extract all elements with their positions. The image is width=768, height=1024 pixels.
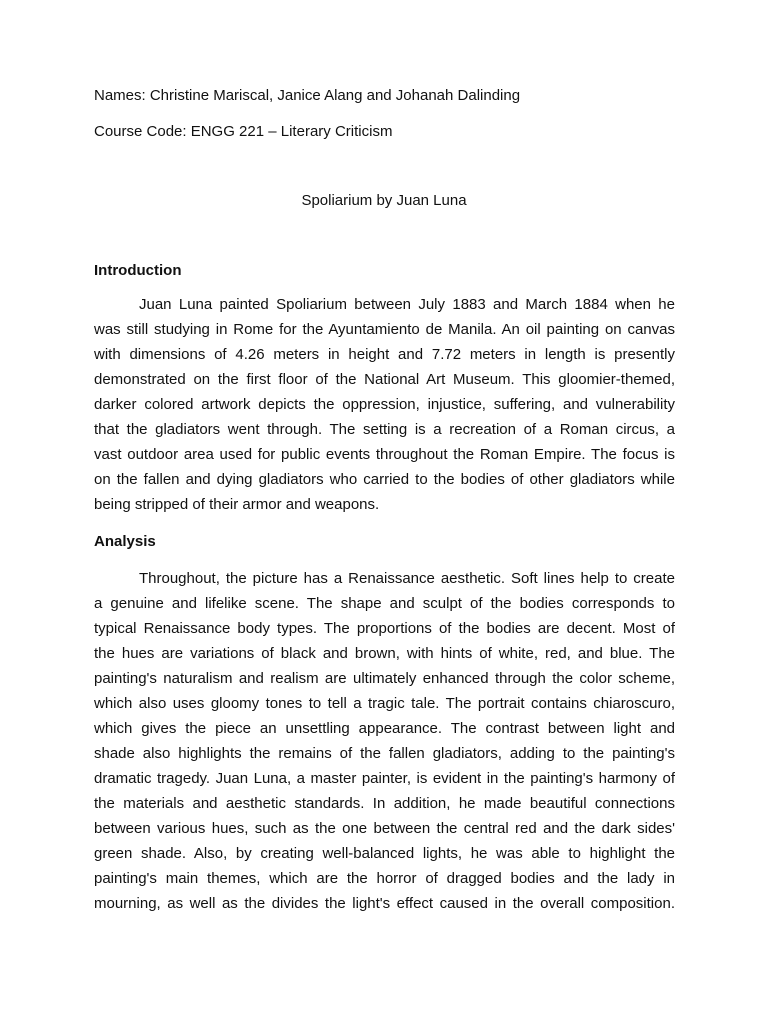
paragraph-line: being stripped of their armor and weapons. [94, 496, 380, 513]
paragraph-line: which gives the piece an unsettling appearance. The contrast between light and [94, 720, 675, 737]
paragraph-line: the hues are variations of black and brown, with hints of white, red, and blue. The [94, 645, 675, 662]
document-title: Spoliarium by Juan Luna [301, 192, 467, 209]
paragraph-line: that the gladiators went through. The setting is a recreation of a Roman circus, a [94, 421, 675, 438]
paragraph-line: the materials and aesthetic standards. In addition, he made beautiful connections [94, 795, 675, 812]
paragraph-line: Throughout, the picture has a Renaissance aesthetic. Soft lines help to create [139, 570, 675, 587]
analysis-paragraph [94, 566, 675, 916]
paragraph-line: dramatic tragedy. Juan Luna, a master painter, is evident in the painting's harmony of [94, 770, 675, 787]
introduction-paragraph [94, 292, 675, 517]
paragraph-line: shade also highlights the remains of the fallen gladiators, adding to the painting's [94, 745, 675, 762]
paragraph-line: Juan Luna painted Spoliarium between July 1883 and March 1884 when he [139, 296, 675, 313]
paragraph-line: between various hues, such as the one between the central red and the dark sides' [94, 820, 675, 837]
paragraph-line: darker colored artwork depicts the oppression, injustice, suffering, and vulnerability [94, 396, 675, 413]
paragraph-line: green shade. Also, by creating well-balanced lights, he was able to highlight the [94, 845, 675, 862]
paragraph-line: typical Renaissance body types. The proportions of the bodies are decent. Most of [94, 620, 675, 637]
paragraph-line: was still studying in Rome for the Ayuntamiento de Manila. An oil painting on canvas [94, 321, 675, 338]
introduction-heading: Introduction [94, 262, 182, 279]
course-code-line: Course Code: ENGG 221 – Literary Criticism [94, 123, 393, 140]
paragraph-line: which also uses gloomy tones to tell a tragic tale. The portrait contains chiaroscuro, [94, 695, 675, 712]
paragraph-line: painting's naturalism and realism are ultimately enhanced through the color scheme, [94, 670, 675, 687]
names-line: Names: Christine Mariscal, Janice Alang and Johanah Dalinding [94, 87, 521, 104]
paragraph-line: a genuine and lifelike scene. The shape and sculpt of the bodies corresponds to [94, 595, 675, 612]
paragraph-line: demonstrated on the first floor of the National Art Museum. This gloomier-themed, [94, 371, 675, 388]
paragraph-line: painting's main themes, which are the horror of dragged bodies and the lady in [94, 870, 675, 887]
paragraph-line: vast outdoor area used for public events throughout the Roman Empire. The focus is [94, 446, 675, 463]
paragraph-line: on the fallen and dying gladiators who carried to the bodies of other gladiators while [94, 471, 675, 488]
paragraph-line: with dimensions of 4.26 meters in height and 7.72 meters in length is presently [94, 346, 675, 363]
analysis-heading: Analysis [94, 533, 156, 550]
paragraph-line: mourning, as well as the divides the light's effect caused in the overall composition. [94, 895, 675, 912]
